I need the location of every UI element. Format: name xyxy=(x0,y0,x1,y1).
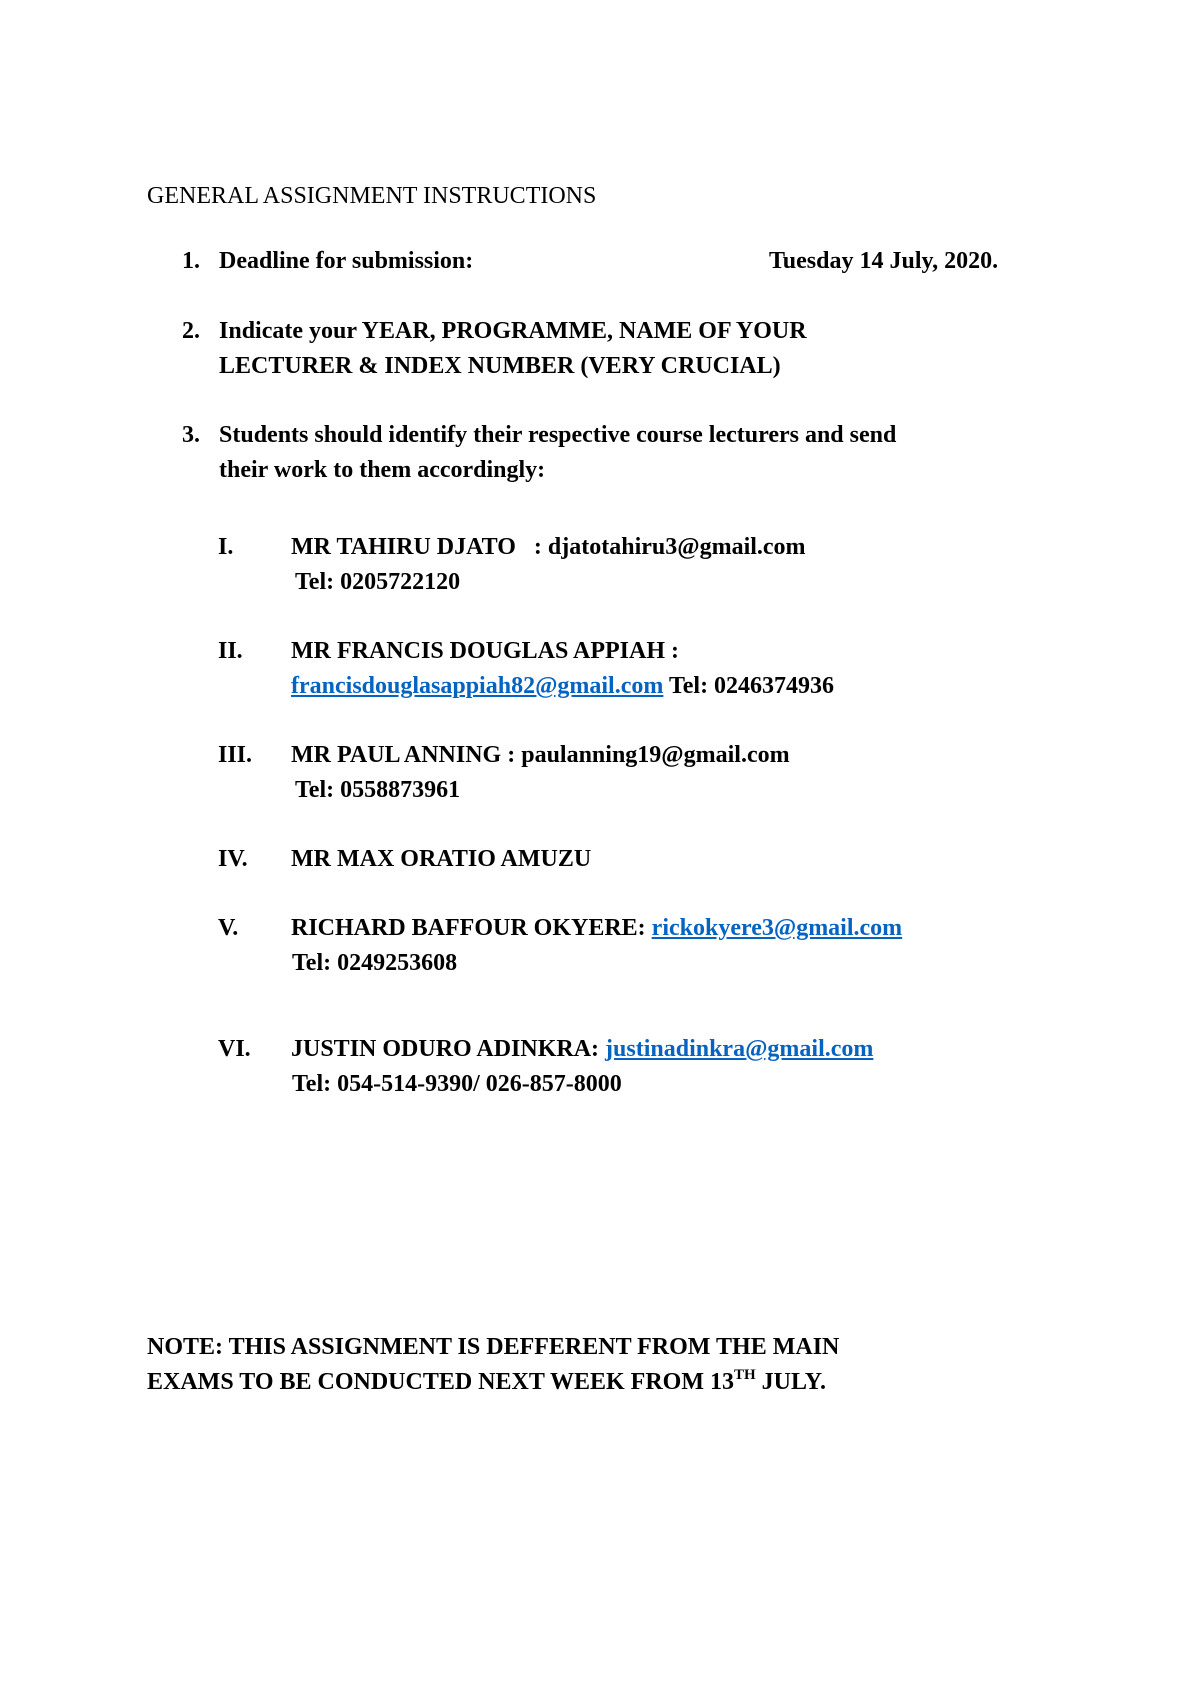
lecturer-line xyxy=(291,1032,873,1067)
item-line-1: Students should identify their respective course lecturers and send xyxy=(219,422,897,448)
document-title: GENERAL ASSIGNMENT INSTRUCTIONS xyxy=(147,183,597,209)
item-number: 3. xyxy=(182,422,200,448)
deadline-label: Deadline for submission: xyxy=(219,248,474,274)
note-superscript: TH xyxy=(733,1367,756,1383)
roman-numeral: I. xyxy=(218,534,234,560)
lecturer-line xyxy=(291,738,790,773)
lecturer-name: MR MAX ORATIO AMUZU xyxy=(291,846,592,872)
roman-numeral: IV. xyxy=(218,846,248,872)
roman-numeral: VI. xyxy=(218,1036,251,1062)
lecturer-tel: Tel: 054-514-9390/ 026-857-8000 xyxy=(292,1071,622,1097)
roman-numeral: II. xyxy=(218,638,243,664)
roman-numeral: III. xyxy=(218,742,253,768)
lecturer-contact-line xyxy=(291,669,834,704)
note-line-2-prefix: EXAMS TO BE CONDUCTED NEXT WEEK FROM 13 xyxy=(147,1369,734,1395)
lecturer-tel: Tel: 0249253608 xyxy=(292,950,458,976)
lecturer-tel: Tel: 0205722120 xyxy=(295,569,461,595)
lecturer-tel: Tel: 0246374936 xyxy=(663,673,835,699)
lecturer-tel: Tel: 0558873961 xyxy=(295,777,461,803)
item-number: 2. xyxy=(182,318,200,344)
lecturer-email: paulanning19@gmail.com xyxy=(521,742,790,768)
lecturer-line xyxy=(291,530,806,565)
item-line-1: Indicate your YEAR, PROGRAMME, NAME OF YOUR xyxy=(219,318,807,344)
note-block xyxy=(147,1330,839,1400)
lecturer-email-link[interactable]: francisdouglasappiah82@gmail.com xyxy=(291,673,664,699)
lecturer-name: JUSTIN ODURO ADINKRA: xyxy=(291,1036,606,1062)
item-line-2: their work to them accordingly: xyxy=(219,457,546,483)
item-number: 1. xyxy=(182,248,200,274)
lecturer-email: djatotahiru3@gmail.com xyxy=(547,534,806,560)
lecturer-line xyxy=(291,911,902,946)
item-line-2: LECTURER & INDEX NUMBER (VERY CRUCIAL) xyxy=(219,353,781,379)
lecturer-name: MR FRANCIS DOUGLAS APPIAH : xyxy=(291,638,680,664)
lecturer-name: MR TAHIRU DJATO : xyxy=(291,534,548,560)
note-line-2 xyxy=(147,1365,839,1400)
note-line-2-suffix: JULY. xyxy=(755,1369,826,1395)
lecturer-name: RICHARD BAFFOUR OKYERE: xyxy=(291,915,652,941)
note-line-1: NOTE: THIS ASSIGNMENT IS DEFFERENT FROM THE MAIN xyxy=(147,1334,840,1360)
lecturer-name: MR PAUL ANNING : xyxy=(291,742,522,768)
lecturer-email-link[interactable]: rickokyere3@gmail.com xyxy=(651,915,903,941)
deadline-value: Tuesday 14 July, 2020. xyxy=(769,248,999,274)
lecturer-email-link[interactable]: justinadinkra@gmail.com xyxy=(605,1036,874,1062)
roman-numeral: V. xyxy=(218,915,239,941)
